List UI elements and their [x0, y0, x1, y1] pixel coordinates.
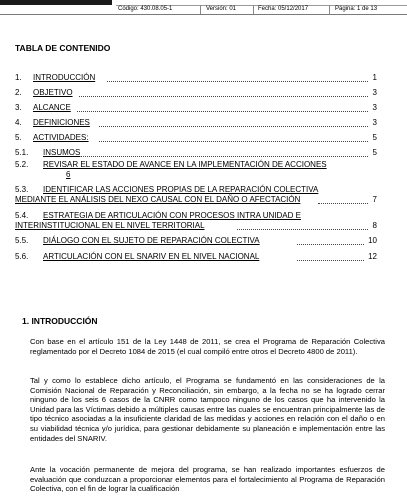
toc-number: 1.: [15, 73, 22, 82]
paragraph: Tal y como lo establece dicho artículo, el Programa se fundamentó en las consideraciones de la Comisión Nacional de Reparación y Reconciliación, sin embargo, a la fecha no se ha logrado cerrar ninguno de los seis 6 casos de la CNRR como tampoco ninguno de los casos que ha intervenido la Unidad para las Víctimas debido a múltiples causas entre las cuales se encuentran principalmente las de tipo técnico asociadas a la insuficiente claridad de las medidas y acciones en relación con el daño o en su viabilidad técnica y/o jurídica, para gestionar debidamente su planeación e implementación entre las entidades del SNARIV.: [30, 376, 385, 443]
toc-number: 4.: [15, 118, 22, 127]
document-code: Código: 430.08.05-1: [118, 6, 173, 12]
toc-leader: [99, 118, 368, 127]
toc-entry[interactable]: [15, 160, 377, 180]
toc-number: 5.3.: [15, 185, 29, 194]
toc-number: 3.: [15, 103, 22, 112]
toc-leader: [297, 252, 364, 261]
toc-leader: [99, 133, 368, 142]
toc-leader: [297, 236, 364, 245]
toc-page: 3: [372, 88, 377, 97]
toc-page: 10: [368, 236, 377, 245]
toc-link[interactable]: INSUMOS: [43, 148, 81, 157]
toc-page: 8: [372, 221, 377, 230]
toc-leader: [77, 103, 368, 112]
toc-link-continuation[interactable]: MEDIANTE EL ANÁLISIS DEL NEXO CAUSAL CON EL DAÑO O AFECTACIÓN: [15, 195, 301, 204]
page-number: Página: 1 de 13: [335, 6, 378, 12]
toc-leader: [318, 195, 368, 204]
toc-link[interactable]: INTRODUCCIÓN: [33, 73, 96, 82]
toc-link[interactable]: ALCANCE: [33, 103, 71, 112]
toc-link-continuation[interactable]: INTERINSTITUCIONAL EN EL NIVEL TERRITORIAL: [15, 221, 205, 230]
document-version: Versión: 01: [206, 6, 237, 12]
toc-entry[interactable]: [15, 185, 377, 205]
document-date: Fecha: 05/12/2017: [258, 6, 309, 12]
toc-number: 5.6.: [15, 252, 29, 261]
toc-title: TABLA DE CONTENIDO: [15, 43, 111, 53]
toc-number: 2.: [15, 88, 22, 97]
toc-page: 12: [368, 252, 377, 261]
toc-entry[interactable]: [15, 211, 377, 231]
toc-link[interactable]: ARTICULACIÓN CON EL SNARIV EN EL NIVEL NACIONAL: [43, 252, 260, 261]
toc-link[interactable]: ESTRATEGIA DE ARTICULACIÓN CON PROCESOS INTRA UNIDAD E: [43, 211, 301, 220]
toc-number: 5.5.: [15, 236, 29, 245]
toc-number: 5.: [15, 133, 22, 142]
toc-page: 5: [372, 148, 377, 157]
paragraph: Con base en el artículo 151 de la Ley 1448 de 2011, se crea el Programa de Reparación Colectiva reglamentado por el Decreto 1084 de 2015 (el cual compiló entre otros el Decreto 4800 de 2011).: [30, 337, 385, 356]
toc-link[interactable]: IDENTIFICAR LAS ACCIONES PROPIAS DE LA REPARACIÓN COLECTIVA: [43, 185, 319, 194]
toc-page: 3: [372, 103, 377, 112]
toc-number: 5.2.: [15, 160, 29, 169]
paragraph: Ante la vocación permanente de mejora del programa, se han realizado importantes esfuerzos de evaluación que conduzcan a proporcionar elementos para el fortalecimiento al Programa de Reparación Colectiva, con el fin de lograr la cualificación: [30, 465, 385, 494]
toc-link[interactable]: ACTIVIDADES:: [33, 133, 89, 142]
toc-link[interactable]: REVISAR EL ESTADO DE AVANCE EN LA IMPLEMENTACIÓN DE ACCIONES: [43, 160, 327, 169]
toc-page: 1: [372, 73, 377, 82]
toc-link[interactable]: DEFINICIONES: [33, 118, 90, 127]
toc-page: 5: [372, 133, 377, 142]
toc-link[interactable]: OBJETIVO: [33, 88, 73, 97]
toc-leader: [107, 73, 368, 82]
section-heading: 1. INTRODUCCIÓN: [22, 316, 98, 326]
toc-number: 5.1.: [15, 148, 29, 157]
toc-link[interactable]: DIÁLOGO CON EL SUJETO DE REPARACIÓN COLECTIVA: [43, 236, 260, 245]
toc-page: 3: [372, 118, 377, 127]
toc-number: 5.4.: [15, 211, 29, 220]
toc-leader: [79, 88, 368, 97]
toc-link-continuation[interactable]: 6: [66, 170, 71, 179]
toc-leader: [81, 148, 368, 157]
toc-leader: [237, 221, 368, 230]
toc-page: 7: [372, 195, 377, 204]
